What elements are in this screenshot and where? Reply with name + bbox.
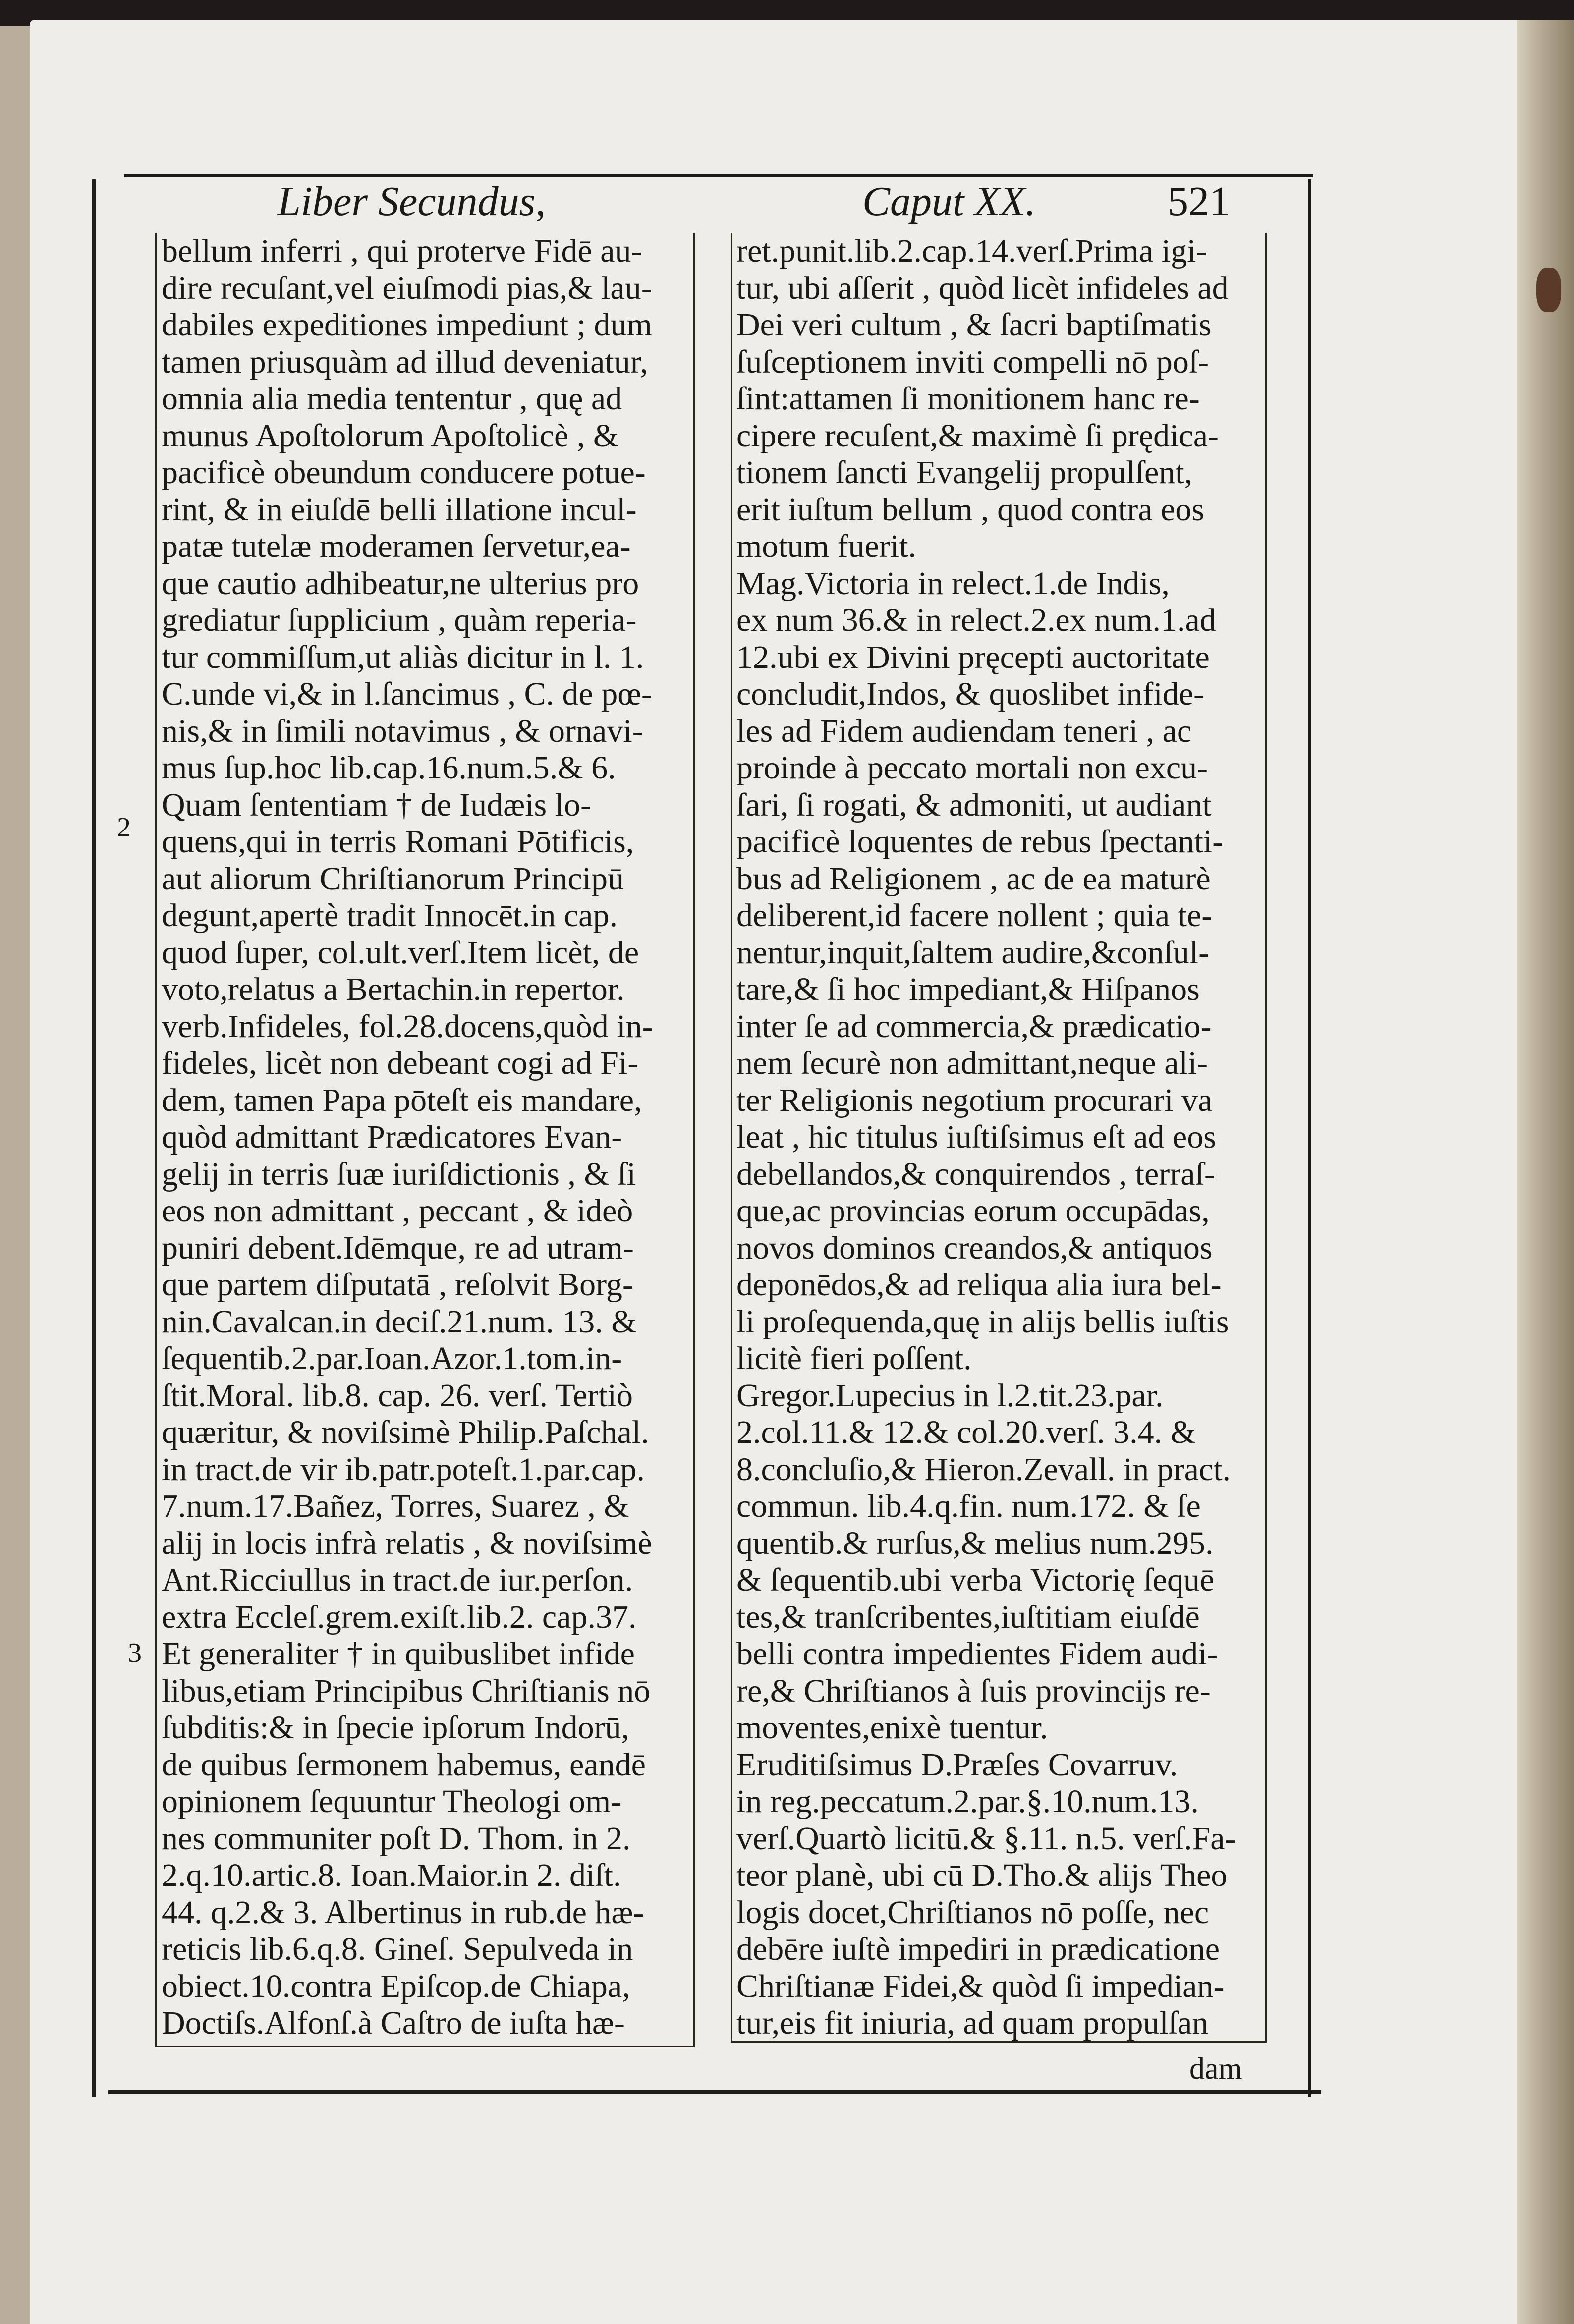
- text-line: extra Eccleſ.grem.exiſt.lib.2. cap.37.: [162, 1599, 637, 1635]
- text-line: cipere recuſent,& maximè ſi prędica-: [736, 417, 1219, 454]
- text-line: alij in locis infrà relatis , & noviſsimè: [162, 1525, 652, 1561]
- book-binding-edge: [0, 26, 30, 2324]
- left-column-right-rule: [693, 233, 695, 2047]
- text-line: ſequentib.2.par.Ioan.Azor.1.tom.in-: [162, 1340, 622, 1377]
- frame-bottom-rule: [108, 2090, 1321, 2094]
- text-line: bellum inferri , qui proterve Fidē au-: [162, 233, 642, 269]
- text-line: ſtit.Moral. lib.8. cap. 26. verſ. Tertiò: [162, 1377, 633, 1414]
- text-line: moventes,enixè tuentur.: [736, 1710, 1048, 1746]
- text-line: novos dominos creandos,& antiquos: [736, 1229, 1213, 1266]
- text-line: belli contra impedientes Fidem audi-: [736, 1636, 1218, 1672]
- text-line: ſuſceptionem inviti compelli nō poſ-: [736, 343, 1209, 380]
- text-line: eos non admittant , peccant , & ideò: [162, 1193, 633, 1229]
- text-line: quentib.& rurſus,& melius num.295.: [736, 1525, 1214, 1561]
- text-line: ſint:attamen ſi monitionem hanc re-: [736, 381, 1200, 417]
- text-line: debellandos,& conquirendos , terraſ-: [736, 1156, 1215, 1192]
- text-line: ter Religionis negotium procurari va: [736, 1082, 1213, 1118]
- text-line: quod ſuper, col.ult.verſ.Item licèt, de: [162, 934, 639, 971]
- text-line: debēre iuſtè impediri in prædicatione: [736, 1931, 1220, 1967]
- text-line: Ant.Ricciullus in tract.de iur.perſon.: [162, 1562, 633, 1598]
- page-stain: [1536, 268, 1561, 312]
- text-line: re,& Chriſtianos à ſuis provincijs re-: [736, 1672, 1211, 1709]
- text-line: nes communiter poſt D. Thom. in 2.: [162, 1820, 631, 1857]
- text-line: 44. q.2.& 3. Albertinus in rub.de hæ-: [162, 1894, 644, 1931]
- text-line: Gregor.Lupecius in l.2.tit.23.par.: [736, 1377, 1164, 1414]
- frame-left-rule: [92, 179, 96, 2097]
- text-line: licitè fieri poſſent.: [736, 1340, 972, 1377]
- text-line: tamen priusquàm ad illud deveniatur,: [162, 343, 648, 380]
- text-line: nis,& in ſimili notavimus , & ornavi-: [162, 713, 643, 749]
- page-fore-edge: [1517, 20, 1574, 2324]
- text-line: Eruditiſsimus D.Præſes Covarruv.: [736, 1746, 1178, 1783]
- text-line: degunt,apertè tradit Innocēt.in cap.: [162, 897, 618, 934]
- text-line: gelij in terris ſuæ iuriſdictionis , & ſi: [162, 1156, 636, 1192]
- text-line: que cautio adhibeatur,ne ulterius pro: [162, 565, 639, 602]
- text-line: reticis lib.6.q.8. Gineſ. Sepulveda in: [162, 1931, 633, 1967]
- text-line: deponēdos,& ad reliqua alia iura bel-: [736, 1267, 1222, 1303]
- page-number: 521: [1168, 178, 1230, 224]
- text-line: aut aliorum Chriſtianorum Principū: [162, 860, 624, 897]
- text-line: C.unde vi,& in l.ſancimus , C. de pœ-: [162, 676, 652, 712]
- text-line: pacificè obeundum conducere potue-: [162, 454, 646, 491]
- text-line: logis docet,Chriſtianos nō poſſe, nec: [736, 1894, 1209, 1931]
- text-line: mus ſup.hoc lib.cap.16.num.5.& 6.: [162, 750, 616, 786]
- text-line: ſari, ſi rogati, & admoniti, ut audiant: [736, 786, 1212, 823]
- text-line: tes,& tranſcribentes,iuſtitiam eiuſdē: [736, 1599, 1200, 1635]
- text-line: proinde à peccato mortali non excu-: [736, 750, 1208, 786]
- text-line: nin.Cavalcan.in deciſ.21.num. 13. &: [162, 1303, 637, 1340]
- text-line: que partem diſputatā , reſolvit Borg-: [162, 1267, 633, 1303]
- right-text-column: [736, 233, 1260, 2042]
- text-line: tur, ubi aſſerit , quòd licèt infideles ad: [736, 270, 1229, 306]
- text-line: verſ.Quartò licitū.& §.11. n.5. verſ.Fa-: [736, 1820, 1236, 1857]
- text-line: deliberent,id facere nollent ; quia te-: [736, 897, 1213, 934]
- text-line: puniri debent.Idēmque, re ad utram-: [162, 1229, 634, 1266]
- text-line: Quam ſententiam † de Iudæis lo-: [162, 786, 591, 823]
- text-line: verb.Infideles, fol.28.docens,quòd in-: [162, 1008, 653, 1045]
- margin-note-3: 3: [128, 1638, 142, 1668]
- text-line: tur commiſſum,ut aliàs dicitur in l. 1.: [162, 639, 644, 675]
- text-line: quòd admittant Prædicatores Evan-: [162, 1119, 622, 1155]
- text-line: commun. lib.4.q.fin. num.172. & ſe: [736, 1488, 1201, 1524]
- text-line: tur,eis fit iniuria, ad quam propulſan: [736, 2005, 1209, 2041]
- text-line: 12.ubi ex Divini pręcepti auctoritate: [736, 639, 1210, 675]
- text-line: bus ad Religionem , ac de ea maturè: [736, 860, 1211, 897]
- text-line: Dei veri cultum , & ſacri baptiſmatis: [736, 307, 1212, 343]
- text-line: erit iuſtum bellum , quod contra eos: [736, 491, 1204, 528]
- text-line: in reg.peccatum.2.par.§.10.num.13.: [736, 1783, 1199, 1820]
- text-line: nentur,inquit,ſaltem audire,&conſul-: [736, 934, 1210, 971]
- frame-right-rule: [1308, 179, 1311, 2097]
- text-line: voto,relatus a Bertachin.in repertor.: [162, 971, 625, 1007]
- catchword: dam: [1189, 2052, 1242, 2086]
- text-line: li proſequenda,quę in alijs bellis iuſtis: [736, 1303, 1229, 1340]
- text-line: ret.punit.lib.2.cap.14.verſ.Prima igi-: [736, 233, 1207, 269]
- text-line: que,ac provincias eorum occupādas,: [736, 1193, 1210, 1229]
- text-line: Chriſtianæ Fidei,& quòd ſi impedian-: [736, 1968, 1225, 2004]
- text-line: les ad Fidem audiendam teneri , ac: [736, 713, 1192, 749]
- left-text-column: [162, 233, 687, 2042]
- text-line: Mag.Victoria in relect.1.de Indis,: [736, 565, 1170, 602]
- text-line: munus Apoſtolorum Apoſtolicè , &: [162, 417, 619, 454]
- text-line: fideles, licèt non debeant cogi ad Fi-: [162, 1045, 639, 1081]
- right-column-left-rule: [731, 233, 732, 2042]
- text-line: in tract.de vir ib.patr.poteſt.1.par.cap.: [162, 1451, 645, 1488]
- text-line: motum fuerit.: [736, 528, 916, 564]
- text-line: inter ſe ad commercia,& prædicatio-: [736, 1008, 1212, 1045]
- text-line: patæ tutelæ moderamen ſervetur,ea-: [162, 528, 631, 564]
- text-line: dabiles expeditiones impediunt ; dum: [162, 307, 652, 343]
- text-line: Doctiſs.Alfonſ.à Caſtro de iuſta hæ-: [162, 2005, 625, 2041]
- text-line: quens,qui in terris Romani Pōtificis,: [162, 824, 634, 860]
- text-line: rint, & in eiuſdē belli illatione incul-: [162, 491, 637, 528]
- text-line: pacificè loquentes de rebus ſpectanti-: [736, 824, 1224, 860]
- text-line: concludit,Indos, & quoslibet infide-: [736, 676, 1205, 712]
- text-line: de quibus ſermonem habemus, eandē: [162, 1746, 646, 1783]
- text-line: 2.col.11.& 12.& col.20.verſ. 3.4. &: [736, 1414, 1196, 1450]
- running-head-left: Liber Secundus,: [278, 178, 546, 224]
- text-line: teor planè, ubi cū D.Tho.& alijs Theo: [736, 1857, 1228, 1893]
- text-line: omnia alia media tententur , quę ad: [162, 381, 622, 417]
- text-line: Et generaliter † in quibuslibet infide: [162, 1636, 635, 1672]
- text-line: & ſequentib.ubi verba Victorię ſequē: [736, 1562, 1215, 1598]
- text-line: quæritur, & noviſsimè Philip.Paſchal.: [162, 1414, 649, 1450]
- text-line: 2.q.10.artic.8. Ioan.Maior.in 2. diſt.: [162, 1857, 621, 1893]
- text-line: ſubditis:& in ſpecie ipſorum Indorū,: [162, 1710, 630, 1746]
- text-line: nem ſecurè non admittant,neque ali-: [736, 1045, 1208, 1081]
- text-line: 8.concluſio,& Hieron.Zevall. in pract.: [736, 1451, 1231, 1488]
- text-line: ex num 36.& in relect.2.ex num.1.ad: [736, 602, 1216, 638]
- text-line: dire recuſant,vel eiuſmodi pias,& lau-: [162, 270, 652, 306]
- margin-note-2: 2: [117, 812, 131, 843]
- text-line: tionem ſancti Evangelij propulſent,: [736, 454, 1193, 491]
- text-line: grediatur ſupplicium , quàm reperia-: [162, 602, 637, 638]
- text-line: obiect.10.contra Epiſcop.de Chiapa,: [162, 1968, 630, 2004]
- text-line: leat , hic titulus iuſtiſsimus eſt ad eos: [736, 1119, 1216, 1155]
- left-column-bottom-rule: [155, 2046, 695, 2047]
- text-line: tare,& ſi hoc impediant,& Hiſpanos: [736, 971, 1200, 1007]
- left-column-left-rule: [155, 233, 157, 2047]
- running-head-right: Caput XX.: [862, 178, 1036, 224]
- text-line: dem, tamen Papa pōteſt eis mandare,: [162, 1082, 642, 1118]
- text-line: libus,etiam Principibus Chriſtianis nō: [162, 1672, 651, 1709]
- text-line: opinionem ſequuntur Theologi om-: [162, 1783, 622, 1820]
- right-column-right-rule: [1265, 233, 1267, 2042]
- text-line: 7.num.17.Bañez, Torres, Suarez , &: [162, 1488, 629, 1524]
